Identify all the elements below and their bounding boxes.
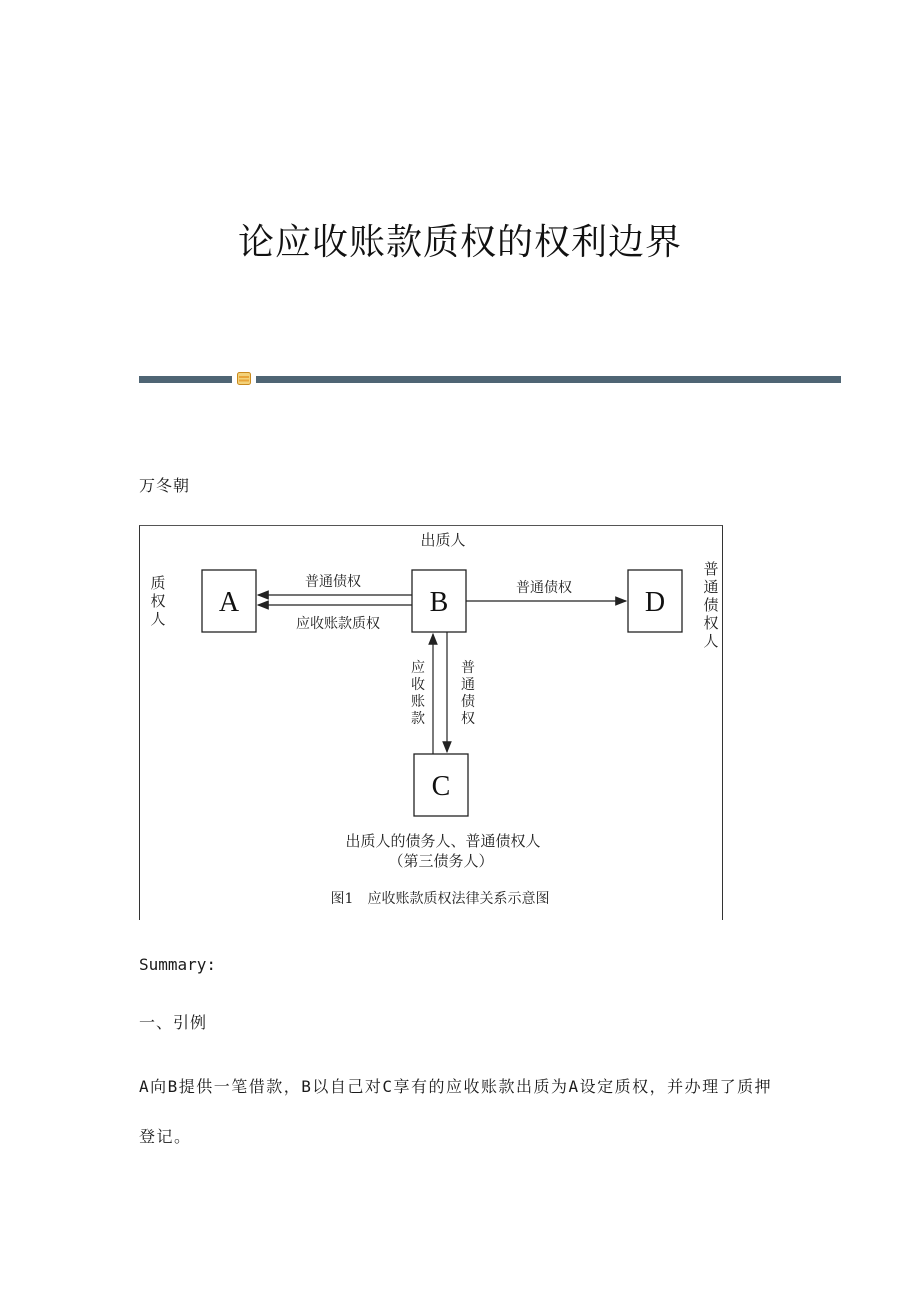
creditor-side-label-3: 债: [703, 596, 719, 614]
section-heading: 一、引例: [139, 1013, 208, 1032]
arrow-bd-label: 普通债权: [516, 580, 572, 596]
vertical-right-label-1: 普: [461, 660, 475, 676]
author-name: 万冬朝: [139, 476, 191, 495]
creditor-side-label-1: 普: [703, 560, 719, 578]
box-b-letter: B: [429, 587, 449, 618]
vertical-right-label-4: 权: [461, 711, 475, 727]
box-a-letter: A: [218, 587, 240, 618]
legal-relationship-figure: [139, 525, 723, 920]
divider-bar-right: [256, 376, 841, 383]
vertical-left-label-3: 账: [411, 694, 425, 710]
figure-caption: 图1 应收账款质权法律关系示意图: [330, 891, 550, 907]
creditor-side-label-4: 权: [703, 614, 719, 632]
vertical-left-label-1: 应: [411, 660, 425, 676]
box-c-caption-line2: （第三债务人）: [388, 852, 494, 870]
box-c-letter: C: [431, 771, 451, 802]
pledgee-side-label-3: 人: [150, 610, 166, 628]
arrow-ba-top-label: 普通债权: [305, 574, 361, 590]
vertical-right-label-3: 债: [461, 694, 475, 710]
divider-ornament-icon: [237, 372, 251, 385]
vertical-left-label-4: 款: [411, 711, 425, 727]
pledgee-side-label-2: 权: [150, 592, 166, 610]
box-d-letter: D: [644, 587, 666, 618]
pledgee-side-label-1: 质: [150, 574, 166, 592]
creditor-side-label-5: 人: [703, 632, 719, 650]
body-paragraph: A向B提供一笔借款，B以自己对C享有的应收账款出质为A设定质权，并办理了质押登记。: [139, 1077, 773, 1146]
document-title: 论应收账款质权的权利边界: [237, 222, 682, 263]
pledgor-label: 出质人: [420, 531, 466, 549]
creditor-side-label-2: 通: [703, 578, 719, 596]
vertical-left-label-2: 收: [411, 677, 425, 693]
box-c-caption-line1: 出质人的债务人、普通债权人: [345, 832, 541, 850]
divider-bar-left: [139, 376, 232, 383]
title-divider: [139, 372, 841, 386]
arrow-ba-bottom-label: 应收账款质权: [296, 616, 380, 632]
summary-label: Summary:: [139, 955, 217, 974]
vertical-right-label-2: 通: [461, 677, 475, 693]
